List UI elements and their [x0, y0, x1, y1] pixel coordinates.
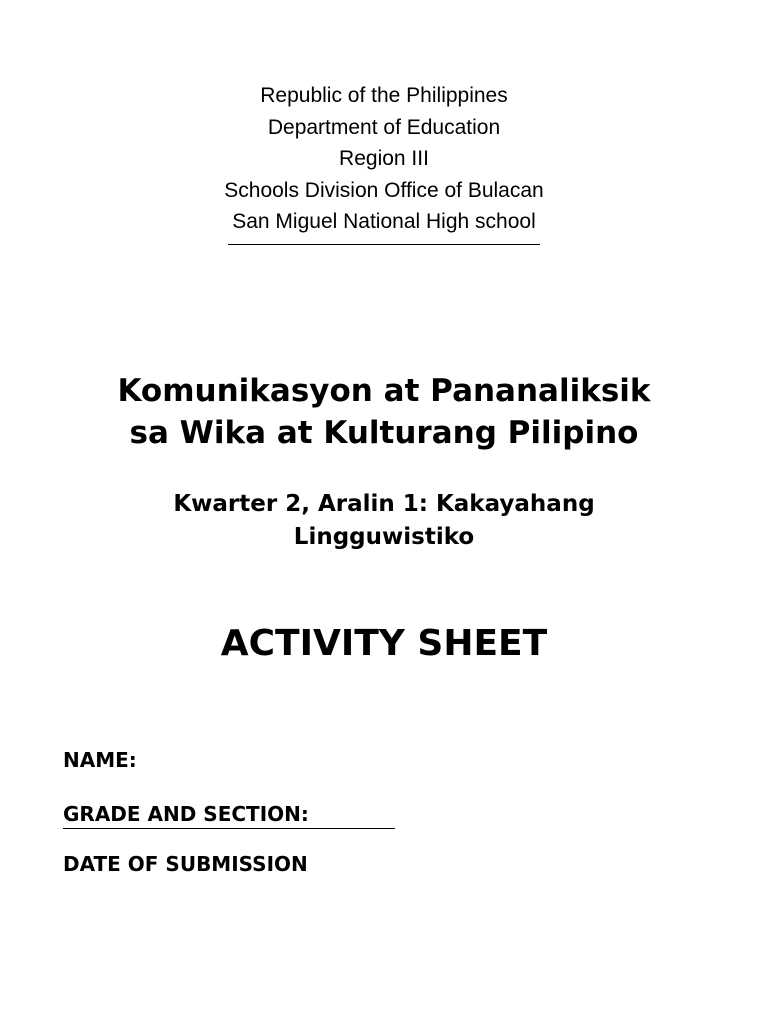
- header-region: Region III: [339, 147, 429, 170]
- header-department: Department of Education: [267, 115, 501, 139]
- header-school: San Miguel National High school: [232, 210, 536, 233]
- school-header: [0, 80, 768, 245]
- title-line-2: sa Wika at Kulturang Pilipino: [129, 415, 639, 451]
- grade-section-field-label: GRADE AND SECTION:: [63, 802, 395, 829]
- subtitle-line-2: Lingguwistiko: [293, 524, 475, 550]
- subtitle-line-1: Kwarter 2, Aralin 1: Kakayahang: [173, 491, 595, 517]
- date-submission-field-label: DATE OF SUBMISSION: [63, 852, 308, 876]
- header-division: Schools Division Office of Bulacan: [224, 178, 544, 202]
- header-republic: Republic of the Philippines: [260, 84, 508, 107]
- title-line-1: Komunikasyon at Pananaliksik: [117, 373, 651, 409]
- activity-sheet-heading: ACTIVITY SHEET: [220, 623, 548, 664]
- document-title: [0, 370, 768, 454]
- header-divider: [228, 244, 540, 245]
- lesson-subtitle: [0, 488, 768, 554]
- name-field-label: NAME:: [63, 748, 137, 772]
